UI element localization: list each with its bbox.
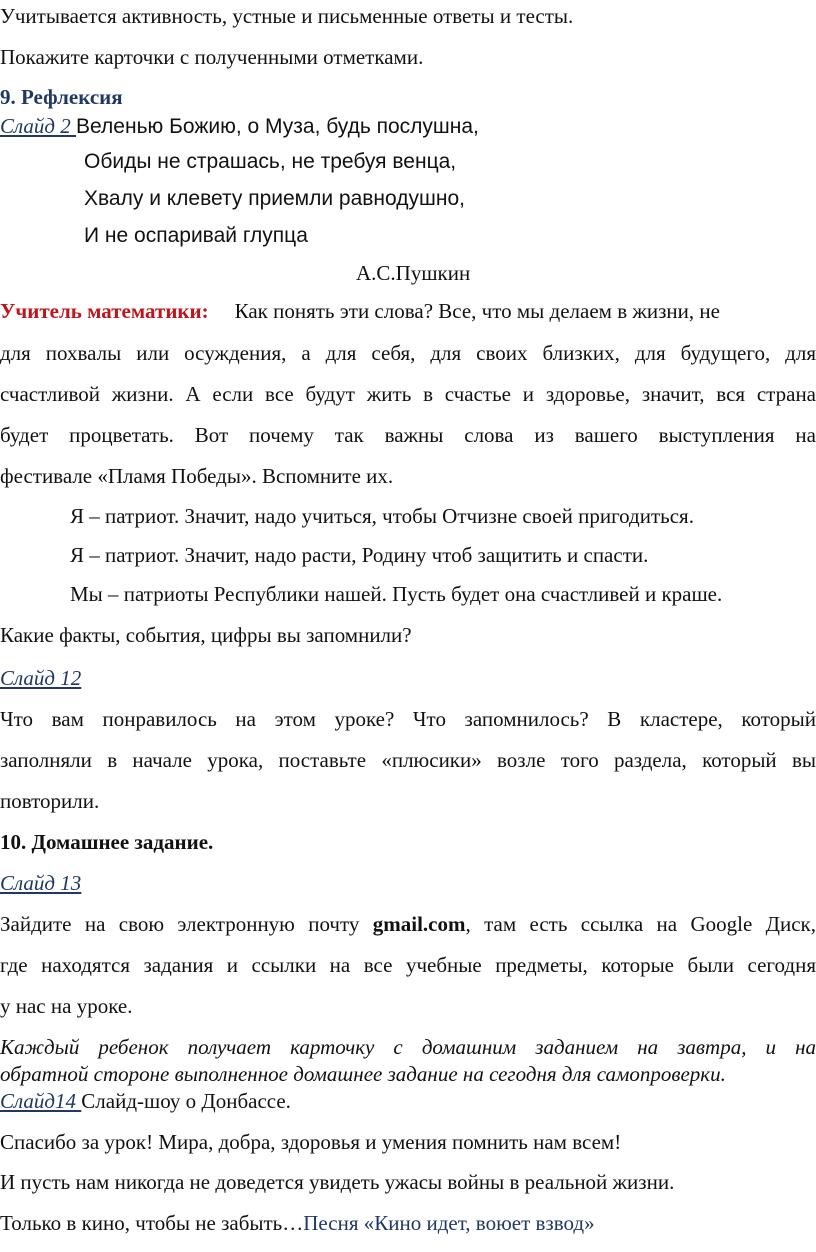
mail-line-2: где находятся задания и ссылки на все учебные предметы, которые были сегодня bbox=[0, 953, 816, 977]
poem-author: А.С.Пушкин bbox=[356, 261, 471, 285]
intro-line-2: Покажите карточки с полученными отметками. bbox=[0, 45, 424, 69]
slide-14-line bbox=[0, 1087, 816, 1115]
poem-first-line bbox=[0, 112, 816, 141]
mail-text-before: Зайдите на свою электронную почту bbox=[0, 912, 373, 936]
mail-text-after: , там есть ссылка на Google Диск, bbox=[465, 912, 816, 936]
patriot-line-2: Я – патриот. Значит, надо расти, Родину чтоб защитить и спасти. bbox=[70, 543, 649, 567]
intro-line-1: Учитывается активность, устные и письменные ответы и тесты. bbox=[0, 4, 574, 28]
slide-13-link[interactable]: Слайд 13 bbox=[0, 871, 82, 895]
poem-line-3: Хвалу и клевету приемли равнодушно, bbox=[84, 187, 465, 210]
slide-14-link[interactable]: Слайд14 bbox=[0, 1089, 82, 1113]
poem-line-4: И не оспаривай глупца bbox=[84, 224, 308, 247]
teacher-label: Учитель математики: bbox=[0, 299, 209, 323]
mail-line-3: у нас на уроке. bbox=[0, 994, 133, 1018]
cluster-line-3: повторили. bbox=[0, 789, 100, 813]
teacher-line-3: счастливой жизни. А если все будут жить в счастье и здоровье, значит, вся страна bbox=[0, 382, 816, 406]
teacher-line-2: для похвалы или осуждения, а для себя, для своих близких, для будущего, для bbox=[0, 341, 816, 365]
teacher-line-4: будет процветать. Вот почему так важны слова из вашего выступления на bbox=[0, 423, 816, 447]
teacher-line-1 bbox=[0, 297, 816, 325]
cinema-text: Только в кино, чтобы не забыть… bbox=[0, 1211, 304, 1235]
cluster-line-2: заполняли в начале урока, поставьте «плюсики» возле того раздела, который вы bbox=[0, 748, 816, 772]
mail-line-1 bbox=[0, 910, 816, 938]
card-italic-line-2: обратной стороне выполненное домашнее задание на сегодня для самопроверки. bbox=[0, 1062, 726, 1086]
closing-never: И пусть нам никогда не доведется увидеть ужасы войны в реальной жизни. bbox=[0, 1170, 675, 1194]
teacher-line-5: фестивале «Пламя Победы». Вспомните их. bbox=[0, 464, 394, 488]
card-italic-line-1: Каждый ребенок получает карточку с домашним заданием на завтра, и на bbox=[0, 1035, 816, 1059]
teacher-text-1: Как понять эти слова? Все, что мы делаем в жизни, не bbox=[234, 299, 720, 323]
poem-line-1: Веленью Божию, о Муза, будь послушна, bbox=[76, 115, 479, 138]
patriot-line-1: Я – патриот. Значит, надо учиться, чтобы Отчизне своей пригодиться. bbox=[70, 504, 694, 528]
closing-cinema-line bbox=[0, 1209, 816, 1237]
slideshow-text: Слайд-шоу о Донбассе. bbox=[81, 1089, 291, 1113]
facts-question: Какие факты, события, цифры вы запомнили? bbox=[0, 623, 412, 647]
patriot-line-3: Мы – патриоты Республики нашей. Пусть будет она счастливей и краше. bbox=[70, 582, 723, 606]
slide-12-line bbox=[0, 664, 816, 692]
slide-13-line bbox=[0, 869, 816, 897]
song-title: Песня «Кино идет, воюет взвод» bbox=[303, 1211, 595, 1235]
gmail-link-text: gmail.com bbox=[372, 912, 466, 936]
section-heading-homework: 10. Домашнее задание. bbox=[0, 830, 214, 854]
cluster-line-1: Что вам понравилось на этом уроке? Что запомнилось? В кластере, который bbox=[0, 707, 816, 731]
slide-12-link[interactable]: Слайд 12 bbox=[0, 666, 82, 690]
poem-line-2: Обиды не страшась, не требуя венца, bbox=[84, 150, 457, 173]
slide-2-link[interactable]: Слайд 2 bbox=[0, 114, 77, 138]
section-heading-reflection: 9. Рефлексия bbox=[0, 85, 123, 109]
closing-thanks: Спасибо за урок! Мира, добра, здоровья и умения помнить нам всем! bbox=[0, 1130, 622, 1154]
